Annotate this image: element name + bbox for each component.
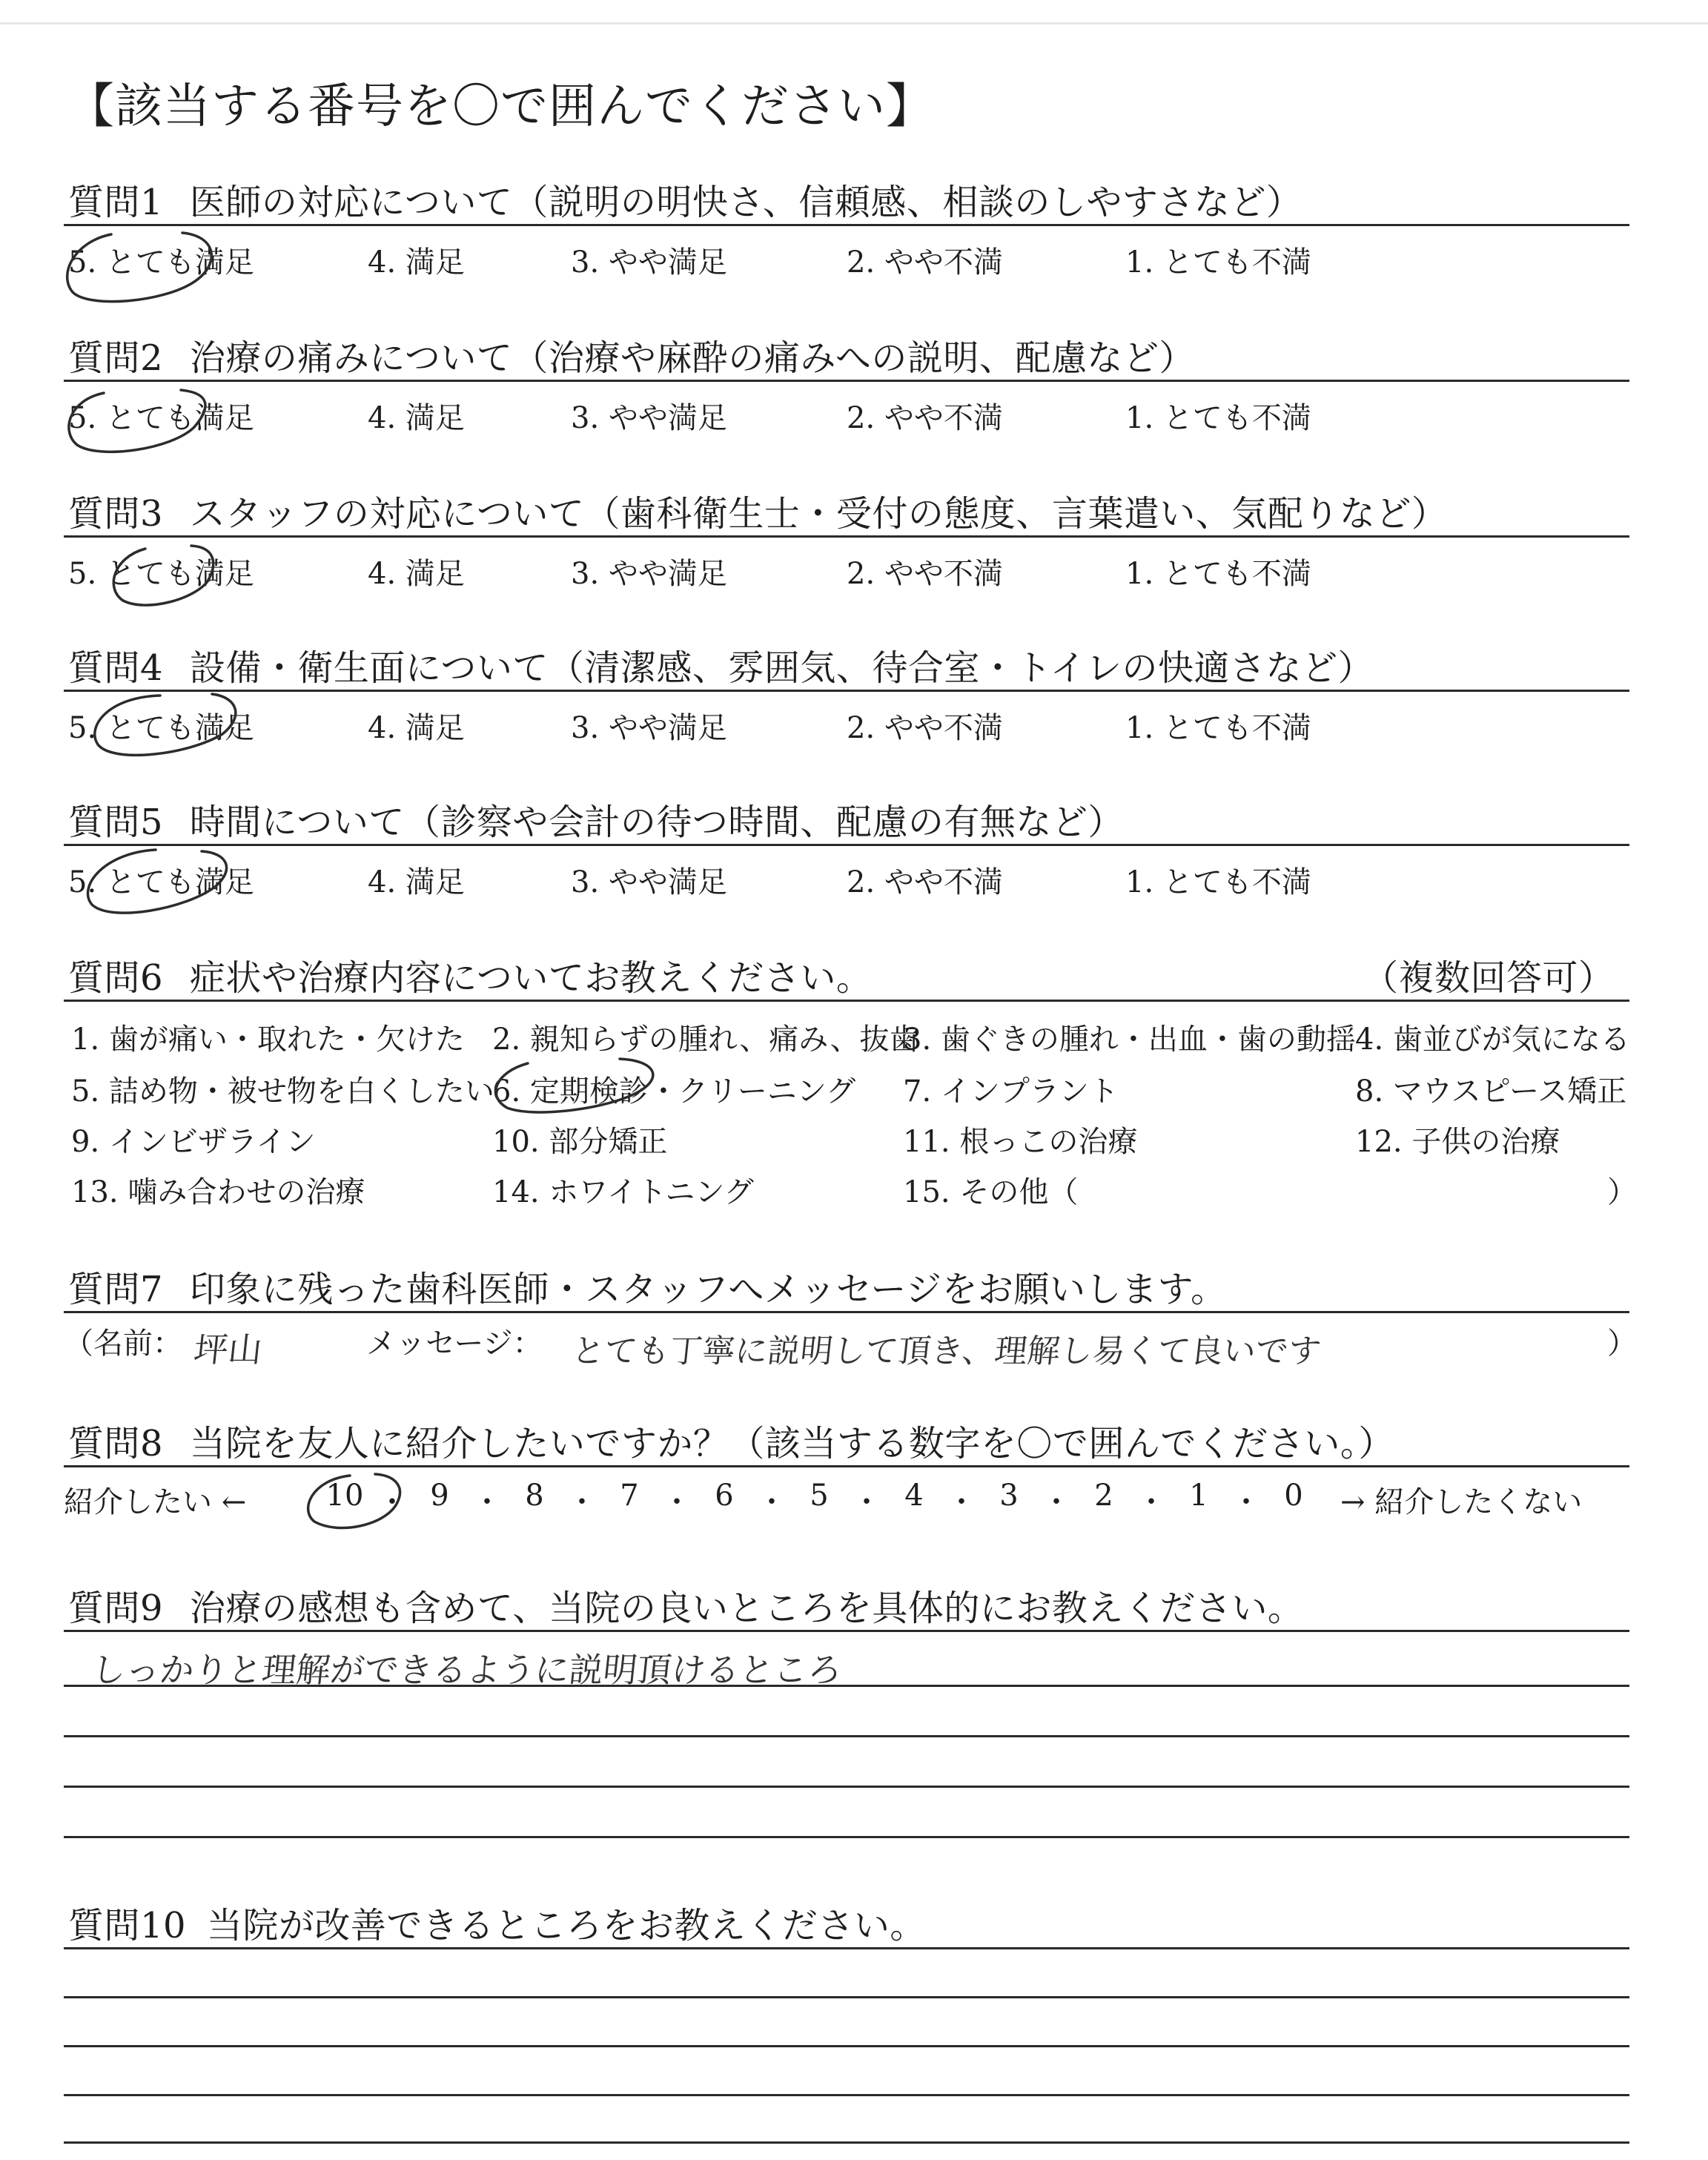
q8-separator: ・ [1136, 1485, 1166, 1519]
q10-rule [64, 1947, 1629, 1949]
q4-heading [68, 639, 1374, 690]
q10-text: 当院が改善できるところをお教えください。 [206, 1905, 926, 1946]
q8-scale [319, 1479, 1320, 1521]
q8-separator: ・ [757, 1485, 787, 1519]
q6-option-2[interactable]: 2. 親知らずの腫れ、痛み、抜歯 [492, 1023, 919, 1057]
q2-option-5[interactable]: 5. とても満足 [68, 401, 254, 435]
q6-option-11[interactable]: 11. 根っこの治療 [903, 1125, 1138, 1159]
q4-text: 設備・衛生面について（清潔感、雰囲気、待合室・トイレの快適さなど） [189, 647, 1374, 689]
q1-heading [68, 174, 1302, 225]
q10-answer-line [64, 2094, 1629, 2096]
q7-text: 印象に残った歯科医師・スタッフへメッセージをお願いします。 [189, 1269, 1227, 1310]
q8-score-2[interactable]: 2 [1094, 1479, 1113, 1513]
q5-label: 質問5 [68, 802, 164, 843]
q8-score-4[interactable]: 4 [904, 1479, 924, 1513]
q1-label: 質問1 [68, 182, 164, 223]
q10-answer-line [64, 2141, 1629, 2144]
q6-option-9[interactable]: 9. インビザライン [71, 1125, 316, 1159]
q6-option-8[interactable]: 8. マウスピース矯正 [1355, 1074, 1627, 1109]
q7-label: 質問7 [68, 1269, 164, 1310]
q9-answer-line [64, 1685, 1629, 1687]
q6-option-7[interactable]: 7. インプラント [903, 1074, 1119, 1109]
q3-option-4[interactable]: 4. 満足 [368, 557, 465, 591]
q1-option-5[interactable]: 5. とても満足 [68, 245, 254, 280]
q8-separator: ・ [1231, 1485, 1261, 1519]
q8-separator: ・ [662, 1485, 692, 1519]
q8-right-label: → 紹介したくない [1340, 1485, 1583, 1519]
q4-label: 質問4 [68, 647, 164, 689]
q2-label: 質問2 [68, 337, 164, 379]
q8-score-8[interactable]: 8 [525, 1479, 544, 1513]
q4-option-4[interactable]: 4. 満足 [368, 711, 465, 745]
q8-separator: ・ [472, 1485, 502, 1519]
q9-answer-line [64, 1836, 1629, 1838]
q8-heading [68, 1415, 1394, 1466]
q1-option-4[interactable]: 4. 満足 [368, 245, 465, 280]
q9-rule [64, 1630, 1629, 1632]
q8-label: 質問8 [68, 1423, 164, 1464]
q4-option-5[interactable]: 5. とても満足 [68, 711, 254, 745]
q8-separator: ・ [947, 1485, 976, 1519]
q6-option-13[interactable]: 13. 噛み合わせの治療 [71, 1175, 365, 1209]
scan-edge-line [0, 22, 1708, 24]
q9-label: 質問9 [68, 1588, 164, 1629]
q4-option-2[interactable]: 2. やや不満 [847, 711, 1003, 745]
q10-answer-line [64, 2045, 1629, 2047]
q8-score-5[interactable]: 5 [810, 1479, 829, 1513]
q6-option-15-close: ） [1607, 1175, 1637, 1209]
q5-rule [64, 844, 1629, 846]
q6-option-12[interactable]: 12. 子供の治療 [1355, 1125, 1560, 1159]
q6-option-10[interactable]: 10. 部分矯正 [492, 1125, 668, 1159]
q3-label: 質問3 [68, 493, 164, 535]
q9-answer[interactable]: しっかりと理解ができるように説明頂けるところ [89, 1650, 844, 1690]
q10-answer-line [64, 1996, 1629, 1998]
q7-heading [68, 1261, 1227, 1312]
q3-rule [64, 535, 1629, 538]
q8-separator: ・ [567, 1485, 597, 1519]
q9-answer-line [64, 1735, 1629, 1737]
q3-option-3[interactable]: 3. やや満足 [571, 557, 727, 591]
q1-option-3[interactable]: 3. やや満足 [571, 245, 727, 280]
q6-option-3[interactable]: 3. 歯ぐきの腫れ・出血・歯の動揺 [903, 1023, 1356, 1057]
q4-option-3[interactable]: 3. やや満足 [571, 711, 727, 745]
q1-text: 医師の対応について（説明の明快さ、信頼感、相談のしやすさなど） [189, 182, 1302, 223]
q6-label: 質問6 [68, 957, 164, 999]
q7-name-value[interactable]: 坪山 [191, 1330, 265, 1370]
q5-option-4[interactable]: 4. 満足 [368, 865, 465, 899]
q7-name-label: （名前： [64, 1327, 182, 1361]
q3-option-2[interactable]: 2. やや不満 [847, 557, 1003, 591]
q2-text: 治療の痛みについて（治療や麻酔の痛みへの説明、配慮など） [189, 337, 1195, 379]
q8-separator: ・ [377, 1485, 407, 1519]
q7-rule [64, 1311, 1629, 1313]
q6-rule [64, 1000, 1629, 1002]
q5-option-5[interactable]: 5. とても満足 [68, 865, 254, 899]
q2-option-1[interactable]: 1. とても不満 [1125, 401, 1311, 435]
q9-text: 治療の感想も含めて、当院の良いところを具体的にお教えください。 [189, 1588, 1304, 1629]
q8-score-10[interactable]: 10 [325, 1479, 364, 1513]
q5-text: 時間について（診察や会計の待つ時間、配慮の有無など） [189, 802, 1124, 843]
q8-rule [64, 1465, 1629, 1467]
q7-message-value[interactable]: とても丁寧に説明して頂き、理解し易くて良いです [569, 1332, 1323, 1370]
q3-option-5[interactable]: 5. とても満足 [68, 557, 254, 591]
q6-heading [68, 949, 872, 1000]
page-title: 【該当する番号を〇で囲んでください】 [67, 79, 934, 134]
q5-option-1[interactable]: 1. とても不満 [1125, 865, 1311, 899]
q6-option-14[interactable]: 14. ホワイトニング [492, 1175, 754, 1209]
q8-score-7[interactable]: 7 [620, 1479, 639, 1513]
q3-heading [68, 485, 1447, 536]
q5-heading [68, 793, 1124, 845]
q8-score-0[interactable]: 0 [1284, 1479, 1303, 1513]
q6-option-6[interactable]: 6. 定期検診・クリーニング [492, 1074, 856, 1109]
q2-rule [64, 380, 1629, 382]
q6-option-4[interactable]: 4. 歯並びが気になる [1355, 1023, 1630, 1057]
q9-heading [68, 1579, 1303, 1631]
q10-label: 質問10 [68, 1905, 187, 1946]
q1-option-1[interactable]: 1. とても不満 [1125, 245, 1311, 280]
q2-option-3[interactable]: 3. やや満足 [571, 401, 727, 435]
q6-text: 症状や治療内容についてお教えください。 [189, 957, 873, 999]
q6-multi-answer-note: （複数回答可） [1363, 957, 1615, 999]
q9-answer-line [64, 1786, 1629, 1788]
q7-close-paren: ） [1607, 1327, 1637, 1361]
q8-score-9[interactable]: 9 [430, 1479, 449, 1513]
q5-option-2[interactable]: 2. やや不満 [847, 865, 1003, 899]
q6-option-1[interactable]: 1. 歯が痛い・取れた・欠けた [71, 1023, 465, 1057]
q5-option-3[interactable]: 3. やや満足 [571, 865, 727, 899]
q2-heading [68, 329, 1195, 380]
q7-message-label: メッセージ： [366, 1327, 543, 1361]
q3-text: スタッフの対応について（歯科衛生士・受付の態度、言葉遣い、気配りなど） [189, 493, 1448, 535]
q4-rule [64, 690, 1629, 692]
q6-option-15[interactable]: 15. その他（ [903, 1175, 1079, 1209]
q2-option-2[interactable]: 2. やや不満 [847, 401, 1003, 435]
q2-option-4[interactable]: 4. 満足 [368, 401, 465, 435]
q4-option-1[interactable]: 1. とても不満 [1125, 711, 1311, 745]
q10-heading [68, 1897, 926, 1948]
q8-score-6[interactable]: 6 [715, 1479, 734, 1513]
q8-separator: ・ [852, 1485, 881, 1519]
q8-score-3[interactable]: 3 [999, 1479, 1019, 1513]
q8-score-1[interactable]: 1 [1189, 1479, 1208, 1513]
q3-option-1[interactable]: 1. とても不満 [1125, 557, 1311, 591]
q6-option-5[interactable]: 5. 詰め物・被せ物を白くしたい [71, 1074, 494, 1109]
q1-option-2[interactable]: 2. やや不満 [847, 245, 1003, 280]
q8-separator: ・ [1042, 1485, 1071, 1519]
q1-rule [64, 224, 1629, 226]
q8-left-label: 紹介したい ← [64, 1485, 247, 1519]
q8-text: 当院を友人に紹介したいですか？（該当する数字を〇で囲んでください。） [189, 1423, 1394, 1464]
